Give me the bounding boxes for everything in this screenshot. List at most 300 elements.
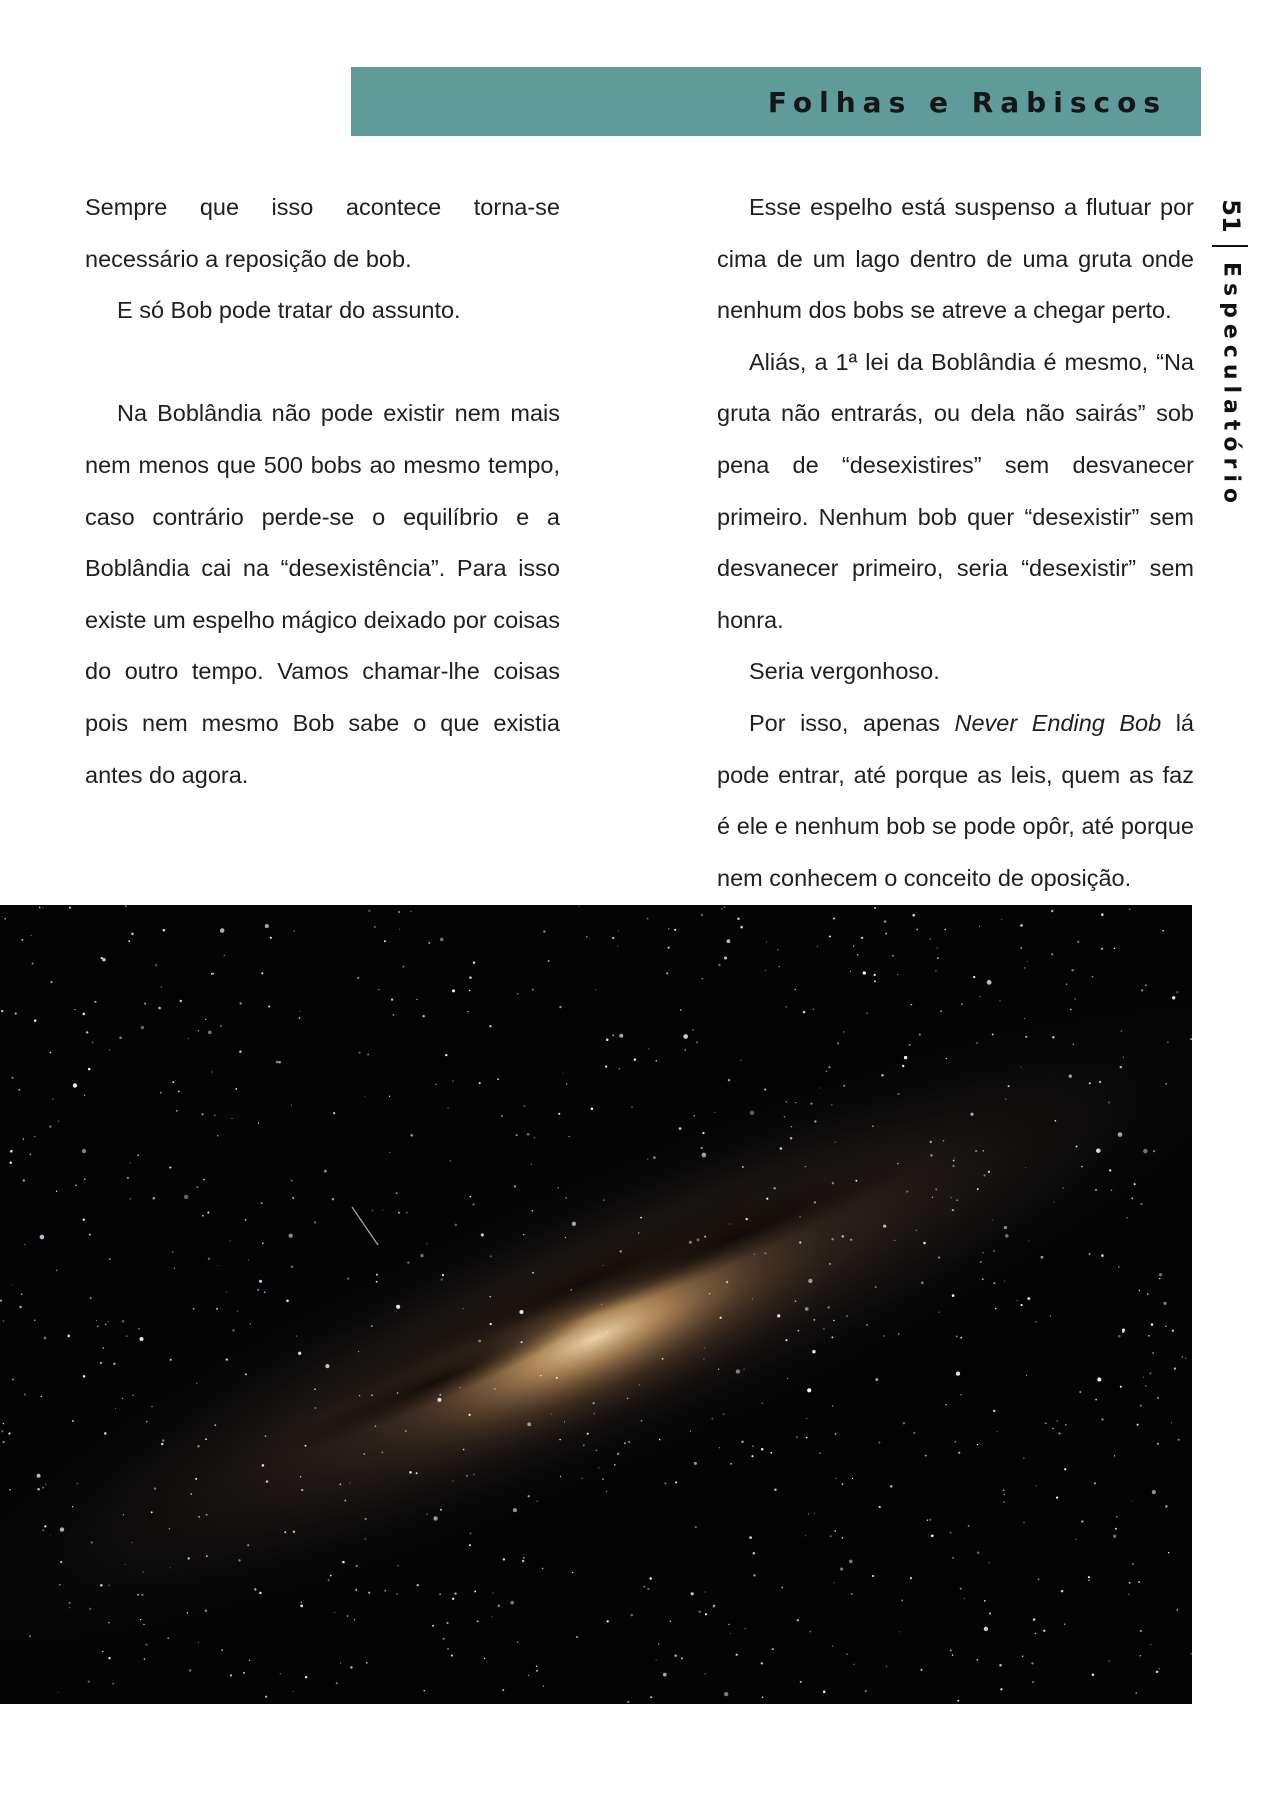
star bbox=[736, 1369, 740, 1373]
star bbox=[643, 1586, 645, 1588]
star bbox=[713, 1606, 715, 1608]
star bbox=[785, 1006, 787, 1008]
star bbox=[937, 957, 939, 959]
star bbox=[564, 1421, 565, 1422]
star bbox=[1024, 967, 1025, 968]
star bbox=[1122, 1330, 1124, 1332]
star bbox=[883, 1335, 884, 1336]
star bbox=[988, 1562, 989, 1563]
star bbox=[1132, 1501, 1133, 1502]
star bbox=[1148, 1335, 1150, 1337]
star bbox=[591, 1108, 594, 1111]
star bbox=[1096, 1148, 1101, 1153]
left-text-column bbox=[85, 182, 560, 801]
star bbox=[67, 1334, 70, 1337]
star bbox=[1152, 1352, 1154, 1354]
star bbox=[193, 1308, 195, 1310]
star bbox=[949, 1532, 951, 1534]
star bbox=[723, 1413, 724, 1414]
star bbox=[410, 911, 412, 913]
star bbox=[850, 971, 851, 972]
star bbox=[1001, 919, 1002, 920]
star bbox=[596, 1450, 597, 1451]
star bbox=[951, 1197, 952, 1198]
star bbox=[492, 1593, 493, 1594]
star bbox=[843, 1031, 844, 1032]
star bbox=[151, 1511, 153, 1513]
star bbox=[1156, 1671, 1158, 1673]
star bbox=[112, 1683, 114, 1685]
star bbox=[957, 1700, 959, 1702]
star bbox=[153, 1197, 156, 1200]
star bbox=[728, 1079, 730, 1081]
star bbox=[1020, 1066, 1021, 1067]
star bbox=[1157, 1443, 1159, 1445]
star bbox=[428, 942, 430, 944]
star bbox=[875, 1378, 878, 1381]
star bbox=[359, 1395, 360, 1396]
star bbox=[84, 1095, 85, 1096]
star bbox=[158, 1007, 161, 1010]
star bbox=[639, 1384, 640, 1385]
star bbox=[1172, 996, 1175, 999]
star bbox=[830, 1535, 832, 1537]
star bbox=[557, 1187, 558, 1188]
star bbox=[885, 933, 887, 935]
star bbox=[248, 1259, 250, 1261]
star bbox=[897, 974, 898, 975]
star bbox=[1004, 1226, 1007, 1229]
star bbox=[1109, 1660, 1110, 1661]
star bbox=[745, 1218, 747, 1220]
star bbox=[702, 1132, 704, 1134]
star bbox=[829, 1263, 831, 1265]
star bbox=[289, 1234, 293, 1238]
star bbox=[653, 1156, 656, 1159]
star bbox=[372, 1210, 374, 1212]
star bbox=[463, 1449, 465, 1451]
star bbox=[60, 1561, 62, 1563]
star bbox=[336, 1682, 338, 1684]
star bbox=[861, 937, 863, 939]
star bbox=[799, 1216, 801, 1218]
star bbox=[842, 1483, 844, 1485]
star bbox=[693, 1029, 694, 1030]
star bbox=[823, 1691, 826, 1694]
star bbox=[247, 1544, 249, 1546]
star bbox=[497, 1078, 499, 1080]
star bbox=[556, 1377, 558, 1379]
star bbox=[559, 1006, 561, 1008]
star bbox=[997, 1431, 998, 1432]
star bbox=[1137, 1424, 1139, 1426]
star bbox=[167, 1637, 168, 1638]
star bbox=[627, 1701, 630, 1704]
star bbox=[492, 1616, 493, 1617]
star bbox=[853, 945, 854, 946]
star bbox=[835, 1141, 836, 1142]
milky-way-image bbox=[0, 905, 1192, 1704]
star bbox=[970, 1113, 973, 1116]
star bbox=[872, 1575, 874, 1577]
star bbox=[797, 1619, 799, 1621]
star bbox=[180, 1000, 182, 1002]
star bbox=[503, 1558, 505, 1560]
star bbox=[249, 1660, 250, 1661]
star bbox=[217, 1265, 218, 1266]
star bbox=[50, 981, 52, 983]
star bbox=[235, 1088, 237, 1090]
star bbox=[1174, 1367, 1176, 1369]
star bbox=[1035, 1321, 1037, 1323]
star bbox=[37, 1474, 41, 1478]
star bbox=[1140, 1630, 1142, 1632]
paragraph: E só Bob pode tratar do assunto. bbox=[117, 297, 461, 324]
star bbox=[899, 1631, 900, 1632]
star bbox=[119, 1037, 122, 1040]
star bbox=[817, 946, 818, 947]
star bbox=[752, 1446, 753, 1447]
star bbox=[576, 1636, 578, 1638]
star bbox=[770, 1452, 772, 1454]
star bbox=[169, 1166, 171, 1168]
star bbox=[916, 1230, 918, 1232]
star bbox=[221, 1649, 223, 1651]
star bbox=[598, 1467, 599, 1468]
star bbox=[1035, 1633, 1037, 1635]
star bbox=[1182, 1356, 1183, 1357]
star bbox=[952, 1209, 954, 1211]
star bbox=[161, 1443, 163, 1445]
star bbox=[879, 1506, 881, 1508]
star bbox=[254, 1588, 256, 1590]
star bbox=[445, 1054, 447, 1056]
star bbox=[853, 1664, 854, 1665]
star bbox=[141, 1026, 144, 1029]
star bbox=[216, 1308, 218, 1310]
star bbox=[540, 1375, 542, 1377]
star bbox=[993, 1410, 995, 1412]
star bbox=[470, 1532, 472, 1534]
star bbox=[452, 989, 455, 992]
star bbox=[658, 1643, 659, 1644]
star bbox=[1005, 1234, 1009, 1238]
star bbox=[1081, 1520, 1083, 1522]
star bbox=[88, 1068, 91, 1071]
star bbox=[987, 980, 992, 985]
star bbox=[975, 1150, 977, 1152]
star bbox=[906, 1191, 908, 1193]
star bbox=[831, 1238, 833, 1240]
star bbox=[1092, 976, 1094, 978]
star bbox=[705, 1613, 707, 1615]
star bbox=[784, 1116, 786, 1118]
star bbox=[83, 1219, 85, 1221]
star bbox=[1097, 1378, 1101, 1382]
star bbox=[778, 966, 780, 968]
star bbox=[1176, 991, 1178, 993]
star bbox=[701, 1147, 703, 1149]
star bbox=[86, 1031, 88, 1033]
star bbox=[42, 1529, 44, 1531]
star bbox=[376, 1281, 378, 1283]
star bbox=[202, 1215, 204, 1217]
star bbox=[89, 1608, 91, 1610]
star bbox=[399, 929, 400, 930]
star bbox=[344, 1500, 346, 1502]
star bbox=[84, 1178, 86, 1180]
star bbox=[198, 1030, 200, 1032]
star bbox=[698, 1610, 700, 1612]
star bbox=[929, 1519, 931, 1521]
star bbox=[927, 1519, 928, 1520]
star bbox=[1032, 1681, 1034, 1683]
star bbox=[833, 1320, 834, 1321]
star bbox=[176, 1110, 178, 1112]
star bbox=[872, 1126, 873, 1127]
star bbox=[684, 1049, 686, 1051]
star bbox=[257, 1289, 259, 1291]
star bbox=[37, 1488, 40, 1491]
star bbox=[473, 961, 476, 964]
star bbox=[1101, 913, 1104, 916]
star bbox=[956, 1335, 958, 1337]
star bbox=[109, 1049, 110, 1050]
star bbox=[406, 1212, 408, 1214]
star bbox=[1141, 989, 1143, 991]
star bbox=[292, 1197, 294, 1199]
star bbox=[231, 1118, 232, 1119]
star bbox=[1165, 1505, 1167, 1507]
star bbox=[736, 1654, 738, 1656]
star bbox=[291, 1105, 292, 1106]
star bbox=[1152, 1490, 1156, 1494]
star bbox=[808, 1513, 810, 1515]
star bbox=[1077, 941, 1079, 943]
star bbox=[1143, 1149, 1147, 1153]
star bbox=[1051, 910, 1054, 913]
star bbox=[930, 938, 931, 939]
star bbox=[786, 1101, 788, 1103]
star bbox=[1165, 1326, 1166, 1327]
star bbox=[138, 1328, 140, 1330]
star bbox=[910, 1577, 912, 1579]
star bbox=[355, 1589, 357, 1591]
star bbox=[1168, 1552, 1169, 1553]
star bbox=[785, 1339, 787, 1341]
star bbox=[764, 1089, 766, 1091]
star bbox=[866, 1012, 868, 1014]
star bbox=[1070, 1009, 1071, 1010]
star bbox=[1020, 924, 1023, 927]
star bbox=[960, 1337, 962, 1339]
star bbox=[205, 1019, 206, 1020]
star bbox=[831, 1336, 833, 1338]
paragraph-spacer bbox=[85, 337, 560, 389]
star bbox=[752, 1299, 753, 1300]
star bbox=[586, 936, 587, 937]
star bbox=[572, 1572, 573, 1573]
star bbox=[170, 1567, 171, 1568]
star bbox=[612, 1034, 614, 1036]
star bbox=[69, 907, 71, 909]
star bbox=[363, 1453, 365, 1455]
star bbox=[1118, 1335, 1121, 1338]
star bbox=[973, 976, 975, 978]
star bbox=[433, 1516, 437, 1520]
star bbox=[211, 973, 213, 975]
star bbox=[795, 989, 796, 990]
star bbox=[968, 1525, 970, 1527]
star bbox=[909, 1044, 911, 1046]
star bbox=[634, 1058, 636, 1060]
star bbox=[1089, 1253, 1091, 1255]
star bbox=[1095, 1399, 1097, 1401]
star bbox=[1120, 1386, 1122, 1388]
star bbox=[977, 1188, 979, 1190]
star bbox=[347, 1278, 349, 1280]
star bbox=[1000, 1688, 1002, 1690]
star bbox=[477, 1620, 479, 1622]
paragraph: Esse espelho está suspenso a flutuar por cima de um lago dentro de uma gruta onde nenhum dos bobs se atreve a chegar perto. bbox=[717, 194, 1194, 324]
star bbox=[69, 1602, 71, 1604]
star bbox=[294, 930, 295, 931]
star bbox=[1023, 1522, 1024, 1523]
paragraph: Seria vergonhoso. bbox=[749, 658, 940, 685]
star bbox=[389, 1096, 390, 1097]
star bbox=[663, 1673, 667, 1677]
star bbox=[565, 1197, 566, 1198]
star bbox=[843, 1085, 845, 1087]
star bbox=[787, 1378, 788, 1379]
star bbox=[92, 1041, 94, 1043]
star bbox=[484, 1658, 485, 1659]
star bbox=[208, 1258, 210, 1260]
star bbox=[697, 1238, 700, 1241]
star bbox=[90, 1297, 92, 1299]
star bbox=[217, 1135, 219, 1137]
star bbox=[630, 1614, 633, 1617]
star bbox=[220, 1025, 222, 1027]
star bbox=[852, 1478, 853, 1479]
star bbox=[814, 1120, 816, 1122]
star bbox=[126, 1335, 128, 1337]
star bbox=[916, 929, 918, 931]
star bbox=[976, 1042, 978, 1044]
star bbox=[354, 1619, 355, 1620]
star bbox=[365, 1538, 367, 1540]
star bbox=[537, 1501, 538, 1502]
star bbox=[284, 1531, 286, 1533]
star bbox=[656, 1660, 657, 1661]
star bbox=[3, 1320, 5, 1322]
star bbox=[391, 998, 393, 1000]
star bbox=[1135, 1692, 1137, 1694]
star bbox=[517, 1642, 518, 1643]
star bbox=[161, 986, 162, 987]
star bbox=[196, 1382, 198, 1384]
star bbox=[648, 1048, 649, 1049]
star bbox=[122, 1398, 123, 1399]
star bbox=[88, 1680, 90, 1682]
star bbox=[1024, 1018, 1025, 1019]
star bbox=[583, 1444, 585, 1446]
star bbox=[593, 1402, 595, 1404]
star bbox=[960, 1588, 962, 1590]
star bbox=[1121, 1030, 1123, 1032]
star bbox=[115, 1408, 116, 1409]
star bbox=[398, 1212, 400, 1214]
star bbox=[532, 989, 534, 991]
star bbox=[581, 1478, 582, 1479]
star bbox=[679, 1127, 682, 1130]
star bbox=[993, 1282, 995, 1284]
star bbox=[813, 1009, 814, 1010]
star bbox=[31, 935, 32, 936]
star bbox=[198, 1642, 199, 1643]
star bbox=[473, 1474, 474, 1475]
star bbox=[570, 1289, 572, 1291]
star bbox=[741, 1441, 743, 1443]
star bbox=[753, 1574, 755, 1576]
star bbox=[647, 1588, 649, 1590]
paragraph-with-italic bbox=[717, 698, 1194, 904]
star bbox=[108, 1585, 110, 1587]
star bbox=[795, 1102, 796, 1103]
star bbox=[15, 1012, 17, 1014]
star bbox=[261, 1202, 263, 1204]
star bbox=[761, 1448, 764, 1451]
star bbox=[1145, 984, 1147, 986]
star bbox=[187, 1612, 189, 1614]
star bbox=[828, 1066, 830, 1068]
star bbox=[835, 1478, 836, 1479]
star bbox=[719, 1447, 720, 1448]
star bbox=[264, 1291, 266, 1293]
star bbox=[1143, 1377, 1144, 1378]
star bbox=[172, 1251, 173, 1252]
star bbox=[396, 1305, 400, 1309]
star bbox=[123, 1514, 124, 1515]
star bbox=[1088, 1580, 1089, 1581]
star bbox=[781, 1587, 783, 1589]
star bbox=[729, 1223, 730, 1224]
star bbox=[203, 1179, 205, 1181]
star bbox=[890, 1485, 893, 1488]
star bbox=[44, 1525, 46, 1527]
star bbox=[806, 1418, 807, 1419]
star bbox=[450, 1160, 451, 1161]
star bbox=[11, 1284, 12, 1285]
star bbox=[1, 1010, 3, 1012]
star bbox=[1071, 969, 1074, 972]
star bbox=[1094, 1482, 1096, 1484]
star bbox=[417, 1584, 419, 1586]
star bbox=[1131, 1197, 1133, 1199]
star bbox=[851, 1593, 853, 1595]
star bbox=[396, 1593, 398, 1595]
star bbox=[155, 964, 157, 966]
star bbox=[855, 1180, 857, 1182]
star bbox=[232, 1329, 234, 1331]
side-tab bbox=[1208, 190, 1254, 510]
star bbox=[328, 1579, 330, 1581]
star bbox=[980, 1261, 981, 1262]
star bbox=[439, 1594, 440, 1595]
star bbox=[976, 1659, 978, 1661]
star bbox=[384, 940, 386, 942]
star bbox=[702, 978, 704, 980]
